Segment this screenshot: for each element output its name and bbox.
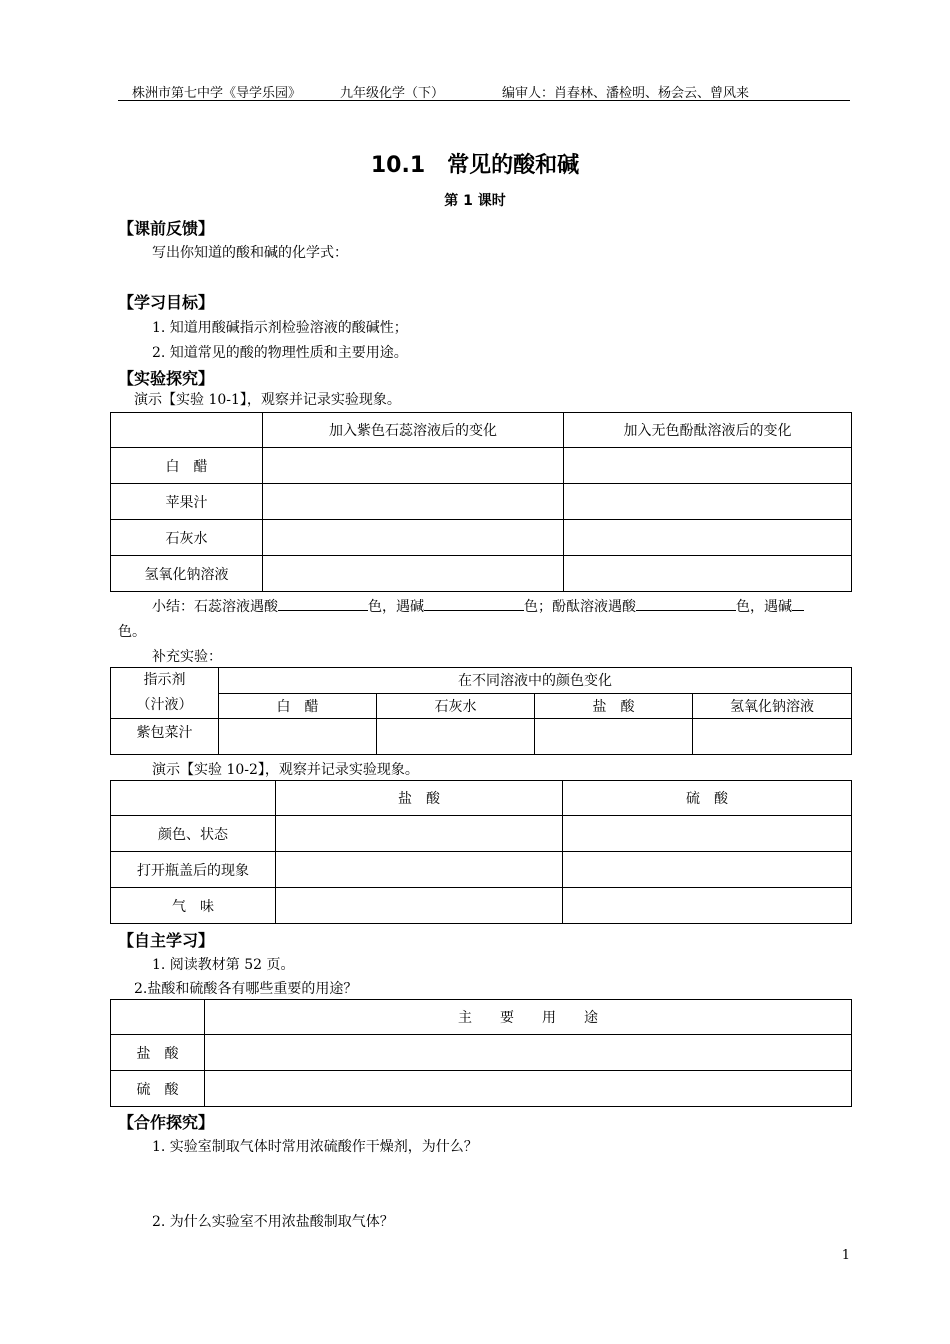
table1-cell — [564, 484, 852, 520]
self-study-heading: 【自主学习】 — [118, 931, 215, 950]
table2-indicator-label-2: （汁液） — [136, 697, 193, 713]
summary-end: 色。 — [118, 624, 146, 640]
supplement-text: 补充实验： — [152, 649, 222, 665]
explore-heading: 【实验探究】 — [118, 369, 215, 388]
table2-cell — [535, 719, 693, 755]
summary-blank — [792, 596, 804, 611]
goal-item-1: 1. 知道用酸碱指示剂检验溶液的酸碱性； — [152, 320, 408, 336]
table2-group-header: 在不同溶液中的颜色变化 — [219, 668, 852, 694]
table1-corner — [111, 413, 263, 448]
table3-header-h2so4: 硫 酸 — [563, 781, 852, 816]
table1-header-litmus: 加入紫色石蕊溶液后的变化 — [263, 413, 564, 448]
table1-row-label: 苹果汁 — [111, 484, 263, 520]
table2-cell — [219, 719, 377, 755]
demo1-text: 演示【实验 10-1】，观察并记录实验现象。 — [134, 392, 401, 408]
table3-row-label: 打开瓶盖后的现象 — [111, 852, 276, 888]
table1-row-label: 白 醋 — [111, 448, 263, 484]
table1-row-label: 氢氧化钠溶液 — [111, 556, 263, 592]
table2-cell — [693, 719, 852, 755]
indicator-table — [110, 412, 852, 592]
cooperate-question-2: 2. 为什么实验室不用浓盐酸制取气体？ — [152, 1214, 394, 1230]
table2-indicator-header — [111, 668, 219, 719]
summary-part-4: 色，遇碱 — [736, 599, 792, 615]
table3-row-label: 气 味 — [111, 888, 276, 924]
table1-cell — [263, 520, 564, 556]
self-study-item-2: 2.盐酸和硫酸各有哪些重要的用途？ — [134, 981, 358, 997]
cooperate-question-1: 1. 实验室制取气体时常用浓硫酸作干燥剂，为什么？ — [152, 1139, 478, 1155]
table3-cell — [563, 888, 852, 924]
cooperate-heading: 【合作探究】 — [118, 1113, 215, 1132]
goal-item-2: 2. 知道常见的酸的物理性质和主要用途。 — [152, 345, 408, 361]
summary-line — [152, 596, 804, 616]
table1-cell — [263, 556, 564, 592]
page-number: 1 — [841, 1248, 850, 1263]
summary-blank — [278, 596, 368, 611]
self-study-item-1: 1. 阅读教材第 52 页。 — [152, 957, 295, 973]
table1-cell — [564, 556, 852, 592]
header-grade: 九年级化学（下） — [340, 86, 445, 101]
table4-row-label: 盐 酸 — [111, 1035, 205, 1071]
table2-cell — [377, 719, 535, 755]
cabbage-table — [110, 667, 852, 755]
acid-properties-table — [110, 780, 852, 924]
goals-heading: 【学习目标】 — [118, 293, 215, 312]
summary-blank — [636, 596, 736, 611]
table1-cell — [564, 448, 852, 484]
summary-blank — [424, 596, 524, 611]
table1-row-label: 石灰水 — [111, 520, 263, 556]
table3-row-label: 颜色、状态 — [111, 816, 276, 852]
feedback-heading: 【课前反馈】 — [118, 219, 215, 238]
table4-row-label: 硫 酸 — [111, 1071, 205, 1107]
table2-col-header: 白 醋 — [219, 693, 377, 719]
table2-col-header: 盐 酸 — [535, 693, 693, 719]
table4-header: 主 要 用 途 — [205, 1000, 852, 1035]
table2-col-header: 氢氧化钠溶液 — [693, 693, 852, 719]
summary-part-2: 色，遇碱 — [368, 599, 424, 615]
table2-col-header: 石灰水 — [377, 693, 535, 719]
table2-row-label: 紫包菜汁 — [111, 719, 219, 755]
table4-cell — [205, 1071, 852, 1107]
table1-header-phenol: 加入无色酚酞溶液后的变化 — [564, 413, 852, 448]
table3-cell — [276, 888, 563, 924]
table1-cell — [263, 448, 564, 484]
demo2-text: 演示【实验 10-2】，观察并记录实验现象。 — [152, 762, 419, 778]
table4-cell — [205, 1035, 852, 1071]
page-title: 10.1 常见的酸和碱 — [370, 153, 580, 178]
table3-corner — [111, 781, 276, 816]
header-editors: 编审人：肖春林、潘检明、杨会云、曾风来 — [502, 86, 750, 101]
summary-part-1: 小结：石蕊溶液遇酸 — [152, 599, 278, 615]
table3-cell — [276, 852, 563, 888]
table3-header-hcl: 盐 酸 — [276, 781, 563, 816]
header-school: 株洲市第七中学《导学乐园》 — [132, 86, 302, 101]
table4-corner — [111, 1000, 205, 1035]
page-header — [118, 82, 850, 101]
table3-cell — [563, 816, 852, 852]
table2-indicator-label-1: 指示剂 — [143, 672, 186, 688]
table3-cell — [276, 816, 563, 852]
uses-table — [110, 999, 852, 1107]
page-subtitle: 第 1 课时 — [444, 193, 506, 209]
summary-part-3: 色；酚酞溶液遇酸 — [524, 599, 636, 615]
table1-cell — [263, 484, 564, 520]
feedback-prompt: 写出你知道的酸和碱的化学式： — [152, 245, 348, 261]
table3-cell — [563, 852, 852, 888]
table1-cell — [564, 520, 852, 556]
